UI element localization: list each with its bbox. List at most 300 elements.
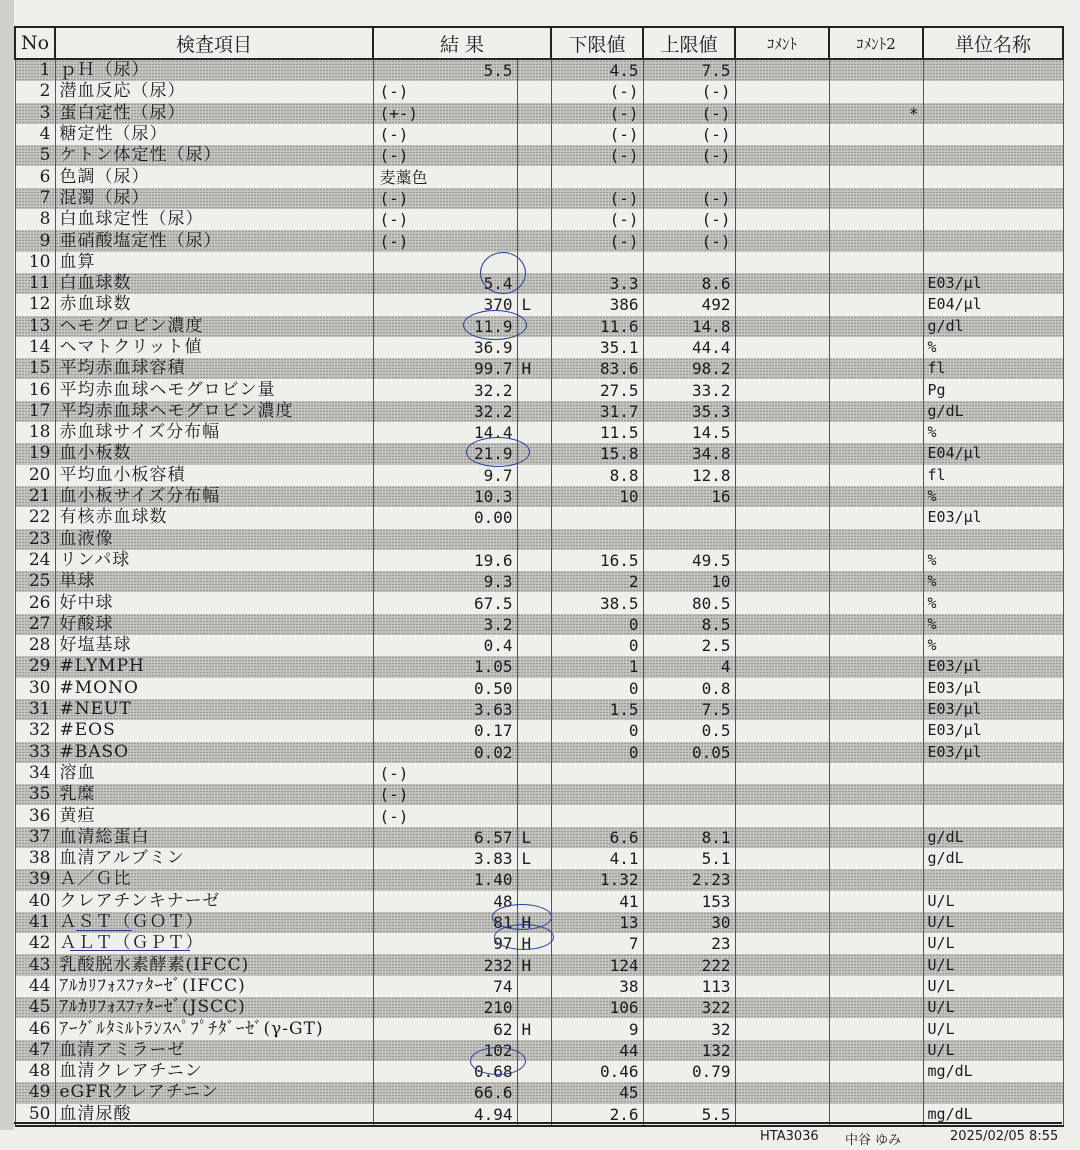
test-item-name: 血小板サイズ分布幅 [55,486,373,507]
test-item-name: 亜硝酸塩定性（尿） [55,230,373,251]
comment2 [829,678,923,699]
upper-limit [643,805,735,826]
test-item-name: 血小板数 [55,443,373,464]
row-no: 12 [15,294,55,315]
comment2 [829,145,923,166]
footer-datetime: 2025/02/05 8:55 [950,1129,1059,1144]
result-flag [517,59,551,81]
result-value: 36.9 [373,337,517,358]
unit: g/dL [923,827,1063,848]
comment [735,656,829,677]
comment [735,145,829,166]
test-item-name: ｱﾙｶﾘﾌｫｽﾌｧﾀｰｾﾞ(IFCC) [55,976,373,997]
result-value: (-) [373,145,517,166]
result-value: (-) [373,230,517,251]
result-flag [517,401,551,422]
row-no: 48 [15,1061,55,1082]
table-body [15,59,1063,1126]
lower-limit: 124 [551,954,643,975]
lower-limit: 1.32 [551,869,643,890]
result-value: 74 [373,976,517,997]
table-row [15,997,1063,1018]
upper-limit: 2.5 [643,635,735,656]
row-no: 3 [15,103,55,124]
comment2 [829,124,923,145]
header-comment: ｺﾒﾝﾄ [735,27,829,59]
unit [923,529,1063,550]
row-no: 31 [15,699,55,720]
table-row [15,358,1063,379]
unit: U/L [923,997,1063,1018]
result-value: 1.40 [373,869,517,890]
comment2 [829,827,923,848]
table-row [15,529,1063,550]
row-no: 47 [15,1040,55,1061]
pen-underline-ast [76,930,132,931]
upper-limit: 34.8 [643,443,735,464]
unit [923,166,1063,187]
result-flag [517,422,551,443]
table-row [15,742,1063,763]
row-no: 35 [15,784,55,805]
upper-limit: 35.3 [643,401,735,422]
result-value: 4.94 [373,1104,517,1126]
result-value: 32.2 [373,401,517,422]
comment [735,401,829,422]
lower-limit: 83.6 [551,358,643,379]
upper-limit: 14.5 [643,422,735,443]
comment [735,976,829,997]
result-flag [517,1040,551,1061]
lower-limit: 4.1 [551,848,643,869]
row-no: 44 [15,976,55,997]
comment [735,1040,829,1061]
lower-limit: 27.5 [551,379,643,400]
result-value: 6.57 [373,827,517,848]
lower-limit [551,252,643,273]
lower-limit: 7 [551,933,643,954]
upper-limit: 30 [643,912,735,933]
report-footer [0,1127,1080,1150]
table-row [15,1040,1063,1061]
unit [923,188,1063,209]
unit: U/L [923,1040,1063,1061]
result-value: 麦藁色 [373,166,517,187]
upper-limit: 492 [643,294,735,315]
comment [735,188,829,209]
comment2 [829,486,923,507]
lower-limit: 2.6 [551,1104,643,1126]
row-no: 11 [15,273,55,294]
result-flag [517,656,551,677]
comment [735,550,829,571]
lower-limit: 10 [551,486,643,507]
upper-limit: 5.5 [643,1104,735,1126]
comment2 [829,465,923,486]
comment2 [829,805,923,826]
table-row [15,252,1063,273]
comment [735,571,829,592]
comment [735,954,829,975]
table-row [15,145,1063,166]
lower-limit: 0 [551,614,643,635]
row-no: 36 [15,805,55,826]
row-no: 27 [15,614,55,635]
lower-limit: 16.5 [551,550,643,571]
result-value: (-) [373,209,517,230]
lower-limit: 0.46 [551,1061,643,1082]
test-item-name: 白血球定性（尿） [55,209,373,230]
unit: E04/μl [923,443,1063,464]
lower-limit: 1 [551,656,643,677]
row-no: 32 [15,720,55,741]
comment [735,997,829,1018]
test-item-name: 好酸球 [55,614,373,635]
table-row [15,848,1063,869]
row-no: 40 [15,891,55,912]
test-item-name: #EOS [55,720,373,741]
table-row [15,933,1063,954]
comment2 [829,869,923,890]
lower-limit: (-) [551,209,643,230]
row-no: 14 [15,337,55,358]
lower-limit: (-) [551,230,643,251]
lower-limit: 13 [551,912,643,933]
lower-limit: 31.7 [551,401,643,422]
test-item-name: リンパ球 [55,550,373,571]
comment [735,720,829,741]
unit: % [923,592,1063,613]
comment2 [829,720,923,741]
lower-limit: 38.5 [551,592,643,613]
unit: E03/μl [923,678,1063,699]
upper-limit: 0.05 [643,742,735,763]
comment [735,486,829,507]
unit: g/dl [923,316,1063,337]
table-row [15,912,1063,933]
unit: Pg [923,379,1063,400]
upper-limit: 32 [643,1018,735,1039]
upper-limit [643,784,735,805]
table-row [15,422,1063,443]
result-flag [517,784,551,805]
comment2 [829,443,923,464]
table-row [15,976,1063,997]
upper-limit: (-) [643,81,735,102]
result-value: 97 [373,933,517,954]
pen-underline-alt [70,950,190,951]
table-row [15,614,1063,635]
table-row [15,720,1063,741]
test-item-name: 乳糜 [55,784,373,805]
result-value: 0.02 [373,742,517,763]
comment2 [829,230,923,251]
test-item-name: ｐＨ（尿） [55,59,373,81]
result-flag: L [517,848,551,869]
result-value: 0.00 [373,507,517,528]
test-item-name: クレアチンキナーゼ [55,891,373,912]
result-value: 48 [373,891,517,912]
result-value: 67.5 [373,592,517,613]
test-item-name: 血清総蛋白 [55,827,373,848]
comment2 [829,976,923,997]
upper-limit: (-) [643,230,735,251]
comment [735,230,829,251]
comment2 [829,188,923,209]
result-value: 0.4 [373,635,517,656]
lower-limit: 0 [551,742,643,763]
test-item-name: ヘマトクリット値 [55,337,373,358]
unit [923,763,1063,784]
upper-limit: 5.1 [643,848,735,869]
unit: E03/μl [923,699,1063,720]
lower-limit: (-) [551,188,643,209]
test-item-name: 蛋白定性（尿） [55,103,373,124]
table-row [15,550,1063,571]
result-flag [517,635,551,656]
result-flag: H [517,1018,551,1039]
comment2 [829,358,923,379]
lower-limit: (-) [551,81,643,102]
lower-limit [551,763,643,784]
unit: E03/μl [923,507,1063,528]
result-flag [517,550,551,571]
result-flag [517,507,551,528]
test-item-name: ケトン体定性（尿） [55,145,373,166]
comment [735,592,829,613]
row-no: 22 [15,507,55,528]
row-no: 26 [15,592,55,613]
test-item-name: #LYMPH [55,656,373,677]
table-row [15,635,1063,656]
result-flag [517,976,551,997]
comment2 [829,763,923,784]
row-no: 5 [15,145,55,166]
lower-limit: 106 [551,997,643,1018]
lower-limit: 8.8 [551,465,643,486]
table-row [15,1082,1063,1103]
table-row [15,805,1063,826]
unit: U/L [923,976,1063,997]
comment [735,912,829,933]
comment2 [829,954,923,975]
result-value: 19.6 [373,550,517,571]
result-flag [517,486,551,507]
result-value: 3.63 [373,699,517,720]
table-row [15,763,1063,784]
upper-limit [643,763,735,784]
result-flag [517,529,551,550]
row-no: 46 [15,1018,55,1039]
lower-limit: 3.3 [551,273,643,294]
comment2 [829,379,923,400]
comment [735,614,829,635]
paper-edge [0,0,14,1130]
comment2 [829,209,923,230]
lower-limit: 11.5 [551,422,643,443]
footer-name: 中谷 ゆみ [845,1133,902,1148]
test-item-name: #BASO [55,742,373,763]
test-item-name: 黄疸 [55,805,373,826]
header-unit: 単位名称 [923,27,1063,59]
unit: % [923,550,1063,571]
table-row [15,1061,1063,1082]
row-no: 21 [15,486,55,507]
table-row [15,699,1063,720]
row-no: 41 [15,912,55,933]
comment2 [829,1061,923,1082]
result-value: 32.2 [373,379,517,400]
row-no: 17 [15,401,55,422]
table-row [15,337,1063,358]
upper-limit: 8.1 [643,827,735,848]
result-value: 5.4 [373,273,517,294]
comment [735,422,829,443]
lower-limit: 38 [551,976,643,997]
result-value: 210 [373,997,517,1018]
comment2 [829,316,923,337]
row-no: 50 [15,1104,55,1126]
result-value: 99.7 [373,358,517,379]
unit: E03/μl [923,656,1063,677]
test-item-name: eGFRクレアチニン [55,1082,373,1103]
table-row [15,59,1063,81]
test-item-name: 血清アルブミン [55,848,373,869]
result-value: (-) [373,81,517,102]
unit [923,209,1063,230]
comment [735,869,829,890]
result-flag [517,337,551,358]
upper-limit [643,507,735,528]
table-row [15,656,1063,677]
upper-limit: 10 [643,571,735,592]
result-value: (-) [373,124,517,145]
result-value: 3.2 [373,614,517,635]
test-item-name: ヘモグロビン濃度 [55,316,373,337]
row-no: 28 [15,635,55,656]
upper-limit: 4 [643,656,735,677]
lower-limit: 45 [551,1082,643,1103]
result-flag [517,273,551,294]
test-item-name: 平均赤血球ヘモグロビン濃度 [55,401,373,422]
comment2 [829,166,923,187]
table-row [15,465,1063,486]
unit: % [923,337,1063,358]
lower-limit: 0 [551,720,643,741]
unit [923,59,1063,81]
test-item-name: Ａ／Ｇ比 [55,869,373,890]
comment2 [829,933,923,954]
result-value: (-) [373,784,517,805]
lower-limit [551,529,643,550]
row-no: 15 [15,358,55,379]
comment [735,1061,829,1082]
table-row [15,507,1063,528]
result-flag [517,720,551,741]
result-value: (-) [373,805,517,826]
test-item-name: 色調（尿） [55,166,373,187]
lower-limit: 6.6 [551,827,643,848]
test-item-name: ｱﾙｶﾘﾌｫｽﾌｧﾀｰｾﾞ(JSCC) [55,997,373,1018]
result-value: 102 [373,1040,517,1061]
upper-limit [643,252,735,273]
table-row [15,1018,1063,1039]
upper-limit: 322 [643,997,735,1018]
comment [735,59,829,81]
table-row [15,443,1063,464]
header-upper-limit: 上限値 [643,27,735,59]
table-row [15,379,1063,400]
table-row [15,209,1063,230]
row-no: 30 [15,678,55,699]
comment [735,699,829,720]
table-row [15,954,1063,975]
upper-limit: 222 [643,954,735,975]
table-row [15,230,1063,251]
upper-limit: (-) [643,209,735,230]
table-row [15,273,1063,294]
result-flag [517,592,551,613]
row-no: 29 [15,656,55,677]
result-value: 9.7 [373,465,517,486]
table-row [15,869,1063,890]
test-item-name: 血算 [55,252,373,273]
comment2: * [829,103,923,124]
lower-limit: 41 [551,891,643,912]
lower-limit: 0 [551,635,643,656]
result-flag: L [517,294,551,315]
result-value: 21.9 [373,443,517,464]
row-no: 8 [15,209,55,230]
comment2 [829,784,923,805]
comment2 [829,742,923,763]
comment2 [829,401,923,422]
test-item-name: 血清クレアチニン [55,1061,373,1082]
table-row [15,316,1063,337]
upper-limit: 0.79 [643,1061,735,1082]
upper-limit: (-) [643,188,735,209]
footer-code: HTA3036 [760,1129,819,1144]
header-comment2: ｺﾒﾝﾄ2 [829,27,923,59]
result-flag [517,1082,551,1103]
row-no: 4 [15,124,55,145]
table-header-row [15,27,1063,59]
row-no: 43 [15,954,55,975]
row-no: 45 [15,997,55,1018]
comment [735,635,829,656]
comment2 [829,891,923,912]
table-row [15,81,1063,102]
test-item-name: 糖定性（尿） [55,124,373,145]
comment2 [829,529,923,550]
result-flag [517,891,551,912]
comment2 [829,1082,923,1103]
unit: U/L [923,933,1063,954]
test-item-name: 血液像 [55,529,373,550]
unit [923,124,1063,145]
upper-limit: 0.5 [643,720,735,741]
result-value: 5.5 [373,59,517,81]
comment2 [829,422,923,443]
comment2 [829,1040,923,1061]
table-row [15,124,1063,145]
result-flag [517,230,551,251]
test-item-name: 平均赤血球容積 [55,358,373,379]
result-flag [517,805,551,826]
comment [735,891,829,912]
unit: E03/μl [923,742,1063,763]
lower-limit: 44 [551,1040,643,1061]
